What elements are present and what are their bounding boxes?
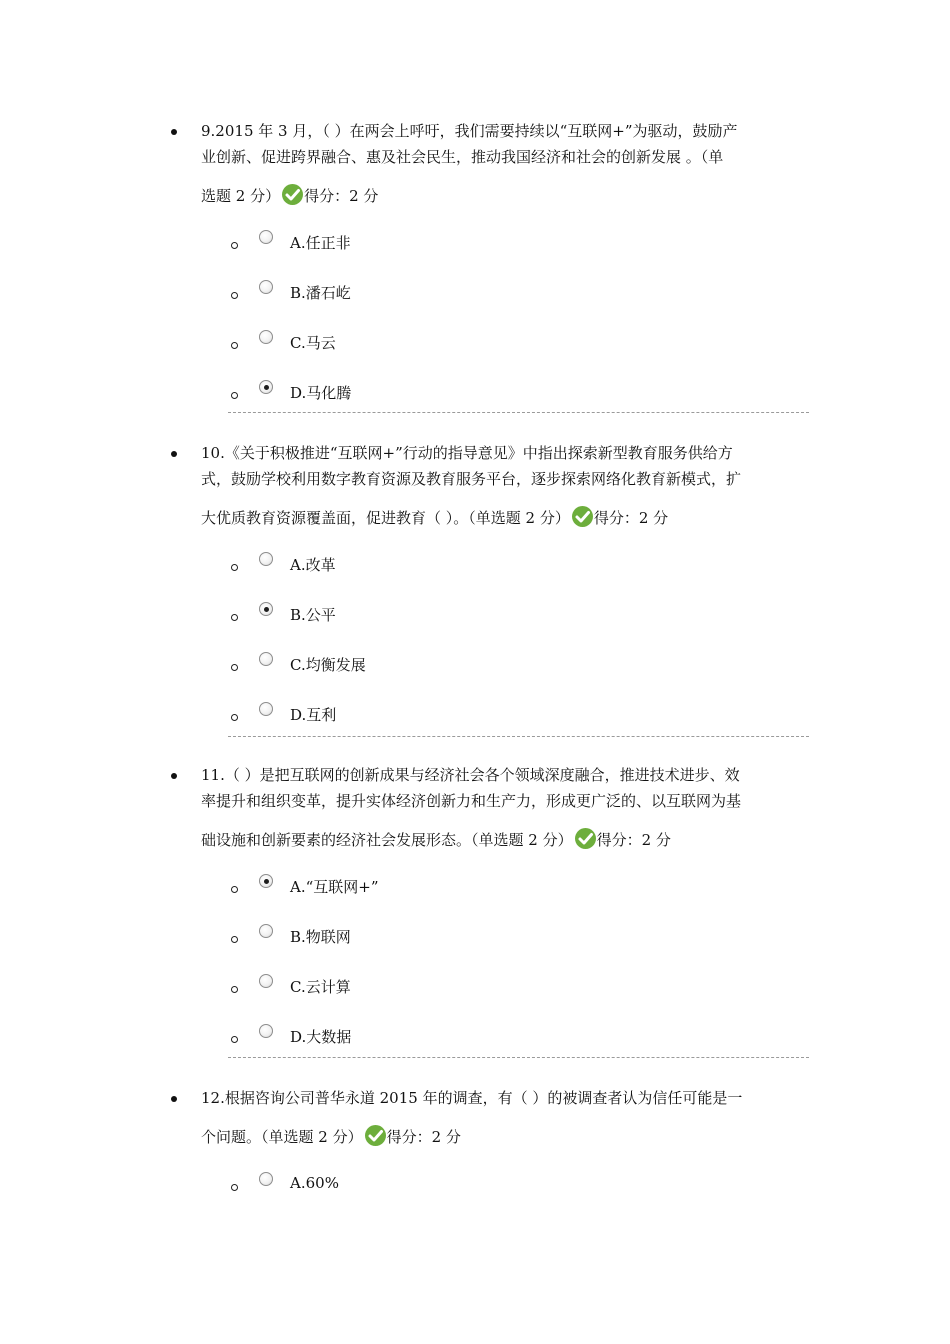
question-text-line [201,183,813,209]
radio-button[interactable] [259,652,273,666]
question-text-line [201,788,813,814]
question-bullet [171,451,177,457]
check-mark-icon [282,184,303,205]
question-line-text: 12.根据咨询公司普华永道 2015 年的调查，有（ ）的被调查者认为信任可能是一 [201,1089,743,1107]
answer-option[interactable] [0,702,950,724]
option-label: A.“互联网+” [290,878,379,896]
option-label: B.潘石屹 [290,284,351,302]
option-label: A.60% [290,1174,339,1192]
radio-button-selected[interactable] [259,874,273,888]
option-bullet [231,1036,238,1043]
option-label: C.马云 [290,334,336,352]
question-line-text: 大优质教育资源覆盖面，促进教育（ ）。（单选题 2 分） [201,509,570,527]
option-label: C.均衡发展 [290,656,366,674]
option-label: A.改革 [290,556,336,574]
option-bullet [231,242,238,249]
option-label: B.物联网 [290,928,351,946]
question-divider [228,412,809,413]
radio-button[interactable] [259,974,273,988]
check-mark-icon [572,506,593,527]
radio-button[interactable] [259,1172,273,1186]
option-label: C.云计算 [290,978,351,996]
question-bullet [171,773,177,779]
check-circle-icon [575,828,596,849]
answer-option[interactable] [0,1024,950,1046]
question-bullet [171,1096,177,1102]
option-bullet [231,614,238,621]
answer-option[interactable] [0,552,950,574]
answer-option[interactable] [0,974,950,996]
question-text-line [201,1085,813,1111]
answer-option[interactable] [0,230,950,252]
score-text: 得分：2 分 [596,831,671,849]
answer-option[interactable] [0,280,950,302]
radio-button-selected[interactable] [259,602,273,616]
radio-button[interactable] [259,330,273,344]
question-text-line [201,466,813,492]
question-divider [228,736,809,737]
question-line-text: 业创新、促进跨界融合、惠及社会民生，推动我国经济和社会的创新发展 。（单 [201,148,724,166]
option-bullet [231,714,238,721]
question-line-text: 率提升和组织变革，提升实体经济创新力和生产力，形成更广泛的、以互联网为基 [201,792,742,810]
question-line-text: 9.2015 年 3 月，（ ）在两会上呼吁，我们需要持续以“互联网+”为驱动，鼓励产 [201,122,738,140]
answer-option[interactable] [0,874,950,896]
radio-button[interactable] [259,924,273,938]
option-bullet [231,392,238,399]
radio-button-selected[interactable] [259,380,273,394]
answer-option[interactable] [0,602,950,624]
question-text-line [201,144,813,170]
option-bullet [231,292,238,299]
question-text-line [201,118,813,144]
option-label: B.公平 [290,606,336,624]
question-text-line [201,505,813,531]
option-label: A.任正非 [290,234,351,252]
question-divider [228,1057,809,1058]
question-text-line [201,440,813,466]
answer-option[interactable] [0,652,950,674]
check-mark-icon [575,828,596,849]
score-text: 得分：2 分 [593,509,669,527]
option-bullet [231,936,238,943]
score-text: 得分：2 分 [386,1128,461,1146]
question-line-text: 础设施和创新要素的经济社会发展形态。（单选题 2 分） [201,831,573,849]
answer-option[interactable] [0,1172,950,1194]
question-text [201,440,813,531]
question-line-text: 个问题。（单选题 2 分） [201,1128,363,1146]
option-bullet [231,886,238,893]
answer-option[interactable] [0,924,950,946]
option-bullet [231,564,238,571]
radio-button[interactable] [259,1024,273,1038]
question-line-text: 选题 2 分） [201,187,281,205]
option-label: D.互利 [290,706,337,724]
question-line-text: 10.《关于积极推进“互联网+”行动的指导意见》中指出探索新型教育服务供给方 [201,444,733,462]
option-bullet [231,986,238,993]
check-mark-icon [365,1125,386,1146]
question-text [201,762,813,853]
check-circle-icon [572,506,593,527]
radio-button[interactable] [259,280,273,294]
question-text [201,118,813,209]
radio-button[interactable] [259,702,273,716]
question-bullet [171,129,177,135]
option-bullet [231,664,238,671]
option-label: D.大数据 [290,1028,352,1046]
answer-option[interactable] [0,380,950,402]
question-text-line [201,762,813,788]
score-text: 得分：2 分 [304,187,379,205]
question-line-text: 式，鼓励学校利用数字教育资源及教育服务平台，逐步探索网络化教育新模式，扩 [201,470,742,488]
question-text-line [201,1124,813,1150]
check-circle-icon [365,1125,386,1146]
question-line-text: 11.（ ）是把互联网的创新成果与经济社会各个领域深度融合，推进技术进步、效 [201,766,740,784]
check-circle-icon [282,184,303,205]
radio-button[interactable] [259,552,273,566]
radio-button[interactable] [259,230,273,244]
question-text-line [201,827,813,853]
question-text [201,1085,813,1150]
answer-option[interactable] [0,330,950,352]
option-bullet [231,1184,238,1191]
option-bullet [231,342,238,349]
option-label: D.马化腾 [290,384,352,402]
